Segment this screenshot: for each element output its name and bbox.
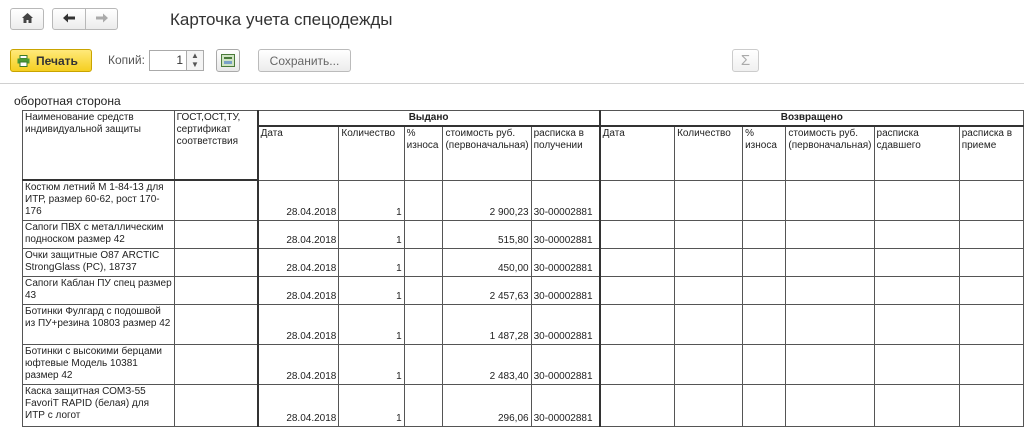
- cell-name: Сапоги ПВХ с металлическим подноском размер 42: [23, 220, 175, 248]
- col-header-return-qty: Количество: [675, 126, 743, 180]
- table-row: [23, 304, 1024, 344]
- cell-return-wear: [743, 180, 786, 220]
- col-header-receipt-giver: расписка сдавшего: [874, 126, 959, 180]
- table-row: [23, 276, 1024, 304]
- sum-button[interactable]: [732, 49, 759, 72]
- cell-return-date: [600, 384, 675, 426]
- col-header-name: Наименование средств индивидуальной защиты: [23, 111, 175, 181]
- arrow-right-icon: [95, 12, 109, 27]
- group-header-issued: Выдано: [258, 111, 600, 127]
- cell-cost: 450,00: [443, 248, 531, 276]
- cell-qty: 1: [339, 384, 404, 426]
- home-icon: [21, 12, 34, 27]
- chevron-down-icon[interactable]: ▼: [191, 60, 199, 69]
- table-row: [23, 220, 1024, 248]
- cell-qty: 1: [339, 180, 404, 220]
- cell-return-date: [600, 344, 675, 384]
- cell-return-qty: [675, 384, 743, 426]
- cell-cost: 515,80: [443, 220, 531, 248]
- cell-return-wear: [743, 384, 786, 426]
- cell-return-cost: [786, 384, 874, 426]
- cell-receipt: 30-00002881: [531, 248, 600, 276]
- col-header-return-wear: % износа: [743, 126, 786, 180]
- cell-date: 28.04.2018: [258, 344, 339, 384]
- col-header-gost: ГОСТ,ОСТ,ТУ, сертификат соответствия: [174, 111, 257, 181]
- cell-receipt-giver: [874, 276, 959, 304]
- cell-wear: [404, 384, 443, 426]
- col-header-qty: Количество: [339, 126, 404, 180]
- cell-receipt-giver: [874, 384, 959, 426]
- issuance-table: [22, 110, 1024, 427]
- cell-gost: [174, 276, 257, 304]
- cell-return-qty: [675, 180, 743, 220]
- col-header-return-cost: стоимость руб. (первоначальная): [786, 126, 874, 180]
- cell-return-cost: [786, 180, 874, 220]
- cell-qty: 1: [339, 220, 404, 248]
- cell-receipt-accept: [959, 248, 1023, 276]
- cell-receipt-accept: [959, 384, 1023, 426]
- forward-button[interactable]: [85, 8, 118, 30]
- table-row: [23, 248, 1024, 276]
- cell-return-date: [600, 304, 675, 344]
- cell-receipt-accept: [959, 276, 1023, 304]
- cell-receipt-giver: [874, 220, 959, 248]
- cell-receipt-giver: [874, 344, 959, 384]
- cell-receipt-accept: [959, 344, 1023, 384]
- col-header-wear: % износа: [404, 126, 443, 180]
- print-button[interactable]: [10, 49, 92, 72]
- table-row: [23, 344, 1024, 384]
- cell-wear: [404, 276, 443, 304]
- cell-qty: 1: [339, 276, 404, 304]
- cell-receipt: 30-00002881: [531, 180, 600, 220]
- cell-name: Очки защитные О87 ARCTIC StrongGlass (PC), 18737: [23, 248, 175, 276]
- cell-name: Сапоги Каблан ПУ спец размер 43: [23, 276, 175, 304]
- cell-receipt: 30-00002881: [531, 276, 600, 304]
- cell-date: 28.04.2018: [258, 384, 339, 426]
- cell-receipt: 30-00002881: [531, 220, 600, 248]
- cell-receipt: 30-00002881: [531, 384, 600, 426]
- cell-gost: [174, 344, 257, 384]
- cell-wear: [404, 344, 443, 384]
- cell-receipt-accept: [959, 304, 1023, 344]
- cell-receipt: 30-00002881: [531, 304, 600, 344]
- cell-date: 28.04.2018: [258, 248, 339, 276]
- cell-date: 28.04.2018: [258, 276, 339, 304]
- cell-return-qty: [675, 344, 743, 384]
- col-header-cost: стоимость руб. (первоначальная): [443, 126, 531, 180]
- group-header-returned: Возвращено: [600, 111, 1024, 127]
- cell-wear: [404, 180, 443, 220]
- cell-return-wear: [743, 248, 786, 276]
- col-header-receipt-issue: расписка в получении: [531, 126, 600, 180]
- toolbar: [0, 49, 1024, 75]
- cell-return-qty: [675, 276, 743, 304]
- cell-wear: [404, 248, 443, 276]
- table-row: [23, 384, 1024, 426]
- report-subtitle: оборотная сторона: [14, 94, 121, 108]
- save-button[interactable]: Сохранить...: [258, 49, 351, 72]
- cell-return-qty: [675, 304, 743, 344]
- col-header-return-date: Дата: [600, 126, 675, 180]
- cell-qty: 1: [339, 248, 404, 276]
- cell-receipt-giver: [874, 180, 959, 220]
- cell-date: 28.04.2018: [258, 220, 339, 248]
- cell-return-qty: [675, 220, 743, 248]
- cell-cost: 1 487,28: [443, 304, 531, 344]
- cell-return-cost: [786, 220, 874, 248]
- cell-return-cost: [786, 248, 874, 276]
- cell-return-wear: [743, 344, 786, 384]
- cell-return-cost: [786, 304, 874, 344]
- cell-qty: 1: [339, 344, 404, 384]
- cell-name: Костюм летний М 1-84-13 для ИТР, размер 60-62, рост 170-176: [23, 180, 175, 220]
- chevron-up-icon[interactable]: ▲: [191, 51, 199, 60]
- col-header-receipt-accept: расписка в приеме: [959, 126, 1023, 180]
- cell-cost: 2 483,40: [443, 344, 531, 384]
- cell-qty: 1: [339, 304, 404, 344]
- cell-return-wear: [743, 220, 786, 248]
- page-settings-button[interactable]: [216, 49, 240, 72]
- copies-input[interactable]: 1: [149, 50, 187, 71]
- cell-name: Ботинки с высокими берцами юфтевые Модель 10381 размер 42: [23, 344, 175, 384]
- copies-label: Копий:: [108, 53, 145, 67]
- cell-wear: [404, 220, 443, 248]
- cell-return-date: [600, 248, 675, 276]
- cell-name: Каска защитная СОМЗ-55 FavoriT RAPID (белая) для ИТР с логот: [23, 384, 175, 426]
- copies-stepper[interactable]: [187, 50, 204, 71]
- cell-return-wear: [743, 304, 786, 344]
- cell-receipt-accept: [959, 220, 1023, 248]
- page-settings-icon: [221, 54, 235, 72]
- cell-cost: 2 900,23: [443, 180, 531, 220]
- cell-gost: [174, 220, 257, 248]
- cell-date: 28.04.2018: [258, 304, 339, 344]
- home-button[interactable]: [10, 8, 44, 30]
- cell-receipt-giver: [874, 248, 959, 276]
- col-header-date: Дата: [258, 126, 339, 180]
- cell-return-wear: [743, 276, 786, 304]
- back-button[interactable]: [52, 8, 86, 30]
- page-title: Карточка учета спецодежды: [170, 10, 393, 29]
- cell-name: Ботинки Фулгард с подошвой из ПУ+резина 10803 размер 42: [23, 304, 175, 344]
- cell-return-date: [600, 180, 675, 220]
- table-row: [23, 180, 1024, 220]
- cell-cost: 2 457,63: [443, 276, 531, 304]
- cell-return-date: [600, 276, 675, 304]
- cell-return-cost: [786, 276, 874, 304]
- cell-receipt: 30-00002881: [531, 344, 600, 384]
- cell-return-cost: [786, 344, 874, 384]
- cell-gost: [174, 180, 257, 220]
- cell-gost: [174, 384, 257, 426]
- cell-return-date: [600, 220, 675, 248]
- cell-date: 28.04.2018: [258, 180, 339, 220]
- arrow-left-icon: [62, 12, 76, 27]
- print-label: Печать: [36, 53, 78, 68]
- sum-icon: Σ: [740, 52, 751, 69]
- cell-gost: [174, 248, 257, 276]
- cell-gost: [174, 304, 257, 344]
- cell-wear: [404, 304, 443, 344]
- cell-cost: 296,06: [443, 384, 531, 426]
- cell-receipt-accept: [959, 180, 1023, 220]
- cell-receipt-giver: [874, 304, 959, 344]
- cell-return-qty: [675, 248, 743, 276]
- printer-icon: [17, 55, 30, 67]
